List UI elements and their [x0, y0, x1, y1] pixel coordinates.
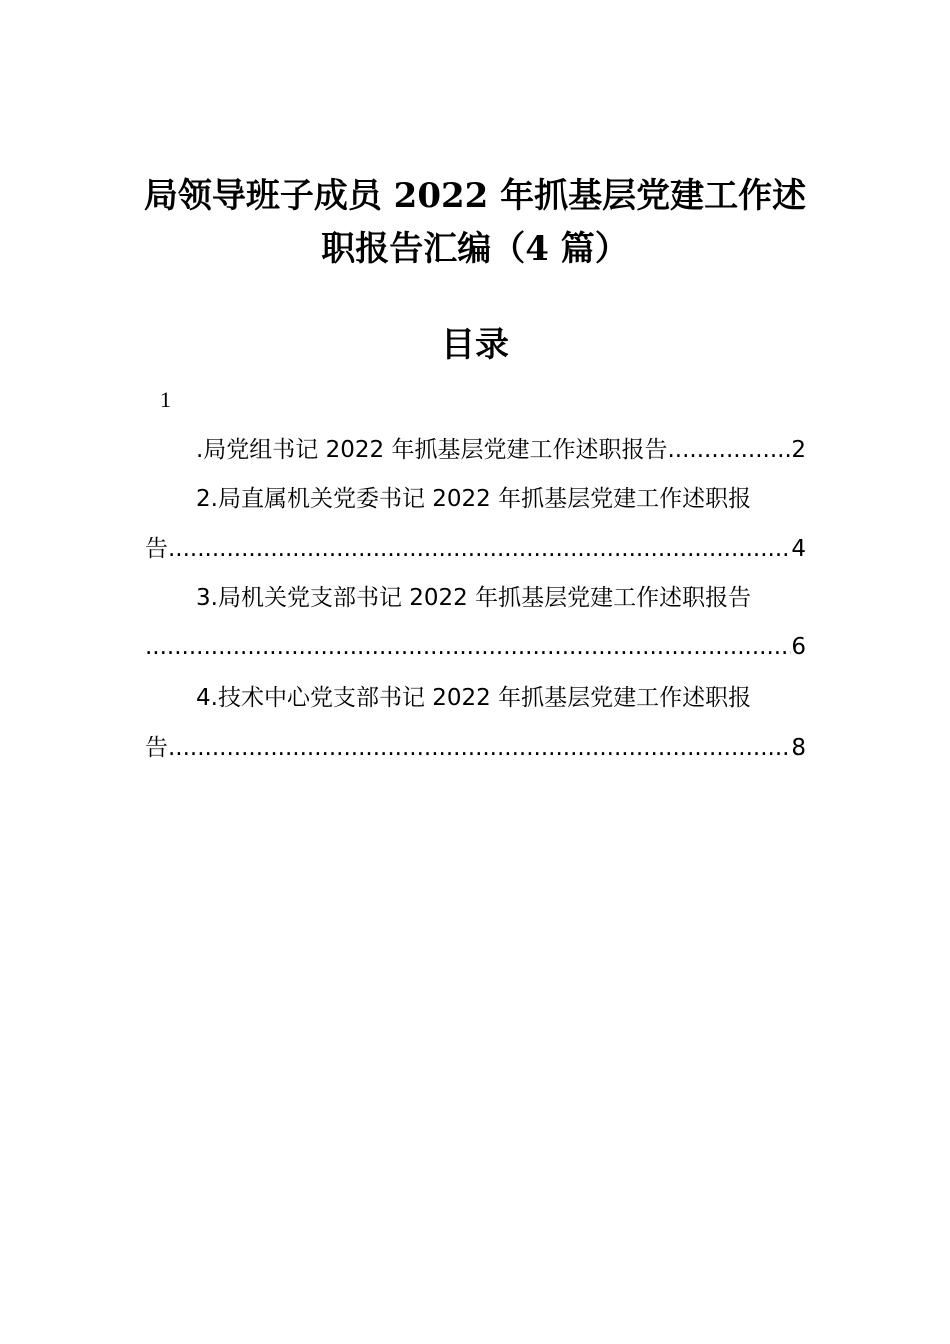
document-title-line-1: 局领导班子成员 2022 年抓基层党建工作述	[143, 176, 807, 216]
toc-entry-4-leader	[168, 733, 791, 763]
toc-entry-3-line-1[interactable]: 3.局机关党支部书记 2022 年抓基层党建工作述职报告	[196, 585, 752, 611]
toc-entry-2-page: 4	[791, 536, 806, 562]
toc-entry-3-leader	[145, 632, 791, 662]
toc-entry-4-line-1[interactable]: 4.技术中心党支部书记 2022 年抓基层党建工作述职报	[196, 685, 752, 711]
toc-entry-4-title-cont: 告	[145, 735, 168, 761]
toc-entry-1-page: 2	[791, 437, 806, 463]
toc-entry-3-line-2[interactable]	[145, 632, 806, 662]
toc-entry-2-line-2[interactable]	[145, 534, 806, 564]
toc-entry-2-line-1[interactable]: 2.局直属机关党委书记 2022 年抓基层党建工作述职报	[196, 486, 752, 512]
toc-entry-3-page: 6	[791, 634, 806, 660]
toc-entry-1[interactable]	[196, 435, 806, 465]
toc-entry-1-leader	[667, 435, 791, 465]
toc-heading: 目录	[441, 325, 509, 365]
toc-entry-1-title: .局党组书记 2022 年抓基层党建工作述职报告	[196, 437, 668, 463]
document-title-line-2: 职报告汇编（4 篇）	[321, 229, 629, 269]
toc-entry-4-page: 8	[791, 735, 806, 761]
toc-entry-4-line-2[interactable]	[145, 733, 806, 763]
toc-lead-number: 1	[160, 387, 171, 412]
toc-entry-2-leader	[168, 534, 791, 564]
toc-entry-2-title-cont: 告	[145, 536, 168, 562]
